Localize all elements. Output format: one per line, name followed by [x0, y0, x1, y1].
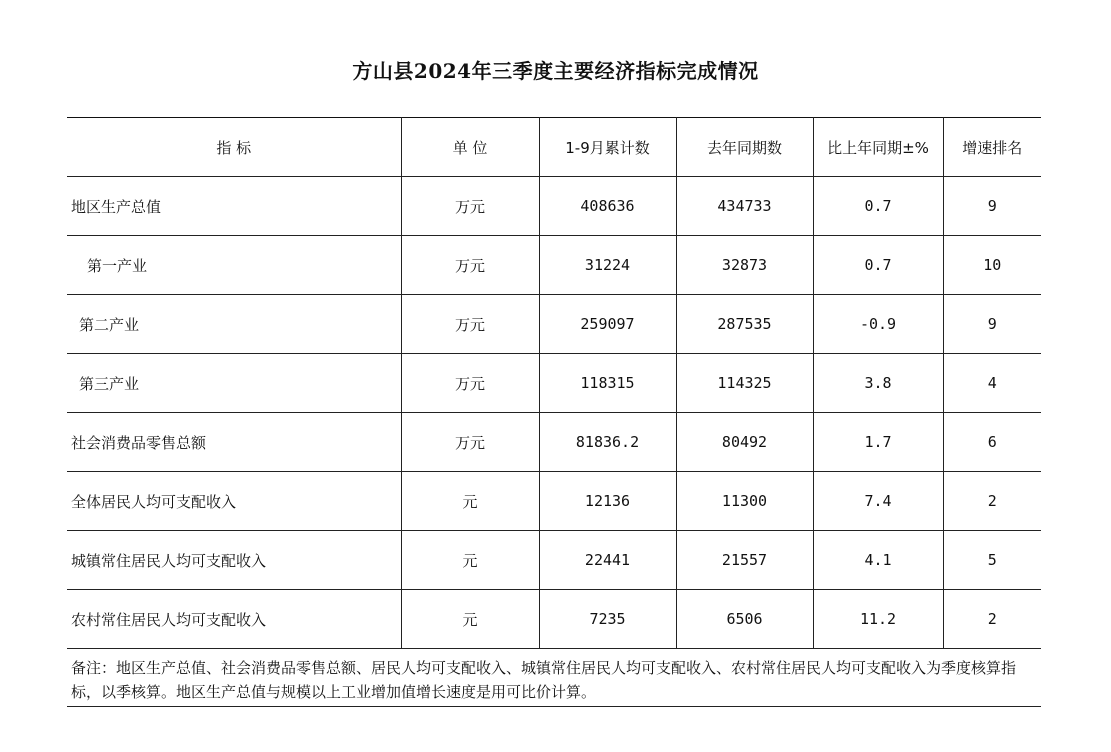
economic-indicators-table — [67, 117, 1041, 649]
page-title: 方山县2024年三季度主要经济指标完成情况 — [352, 59, 759, 83]
table-row — [67, 177, 1041, 236]
table-row — [67, 295, 1041, 354]
table-row — [67, 590, 1041, 649]
table-row — [67, 236, 1041, 295]
table-row — [67, 413, 1041, 472]
table-footnote: 备注：地区生产总值、社会消费品零售总额、居民人均可支配收入、城镇常住居民人均可支配收入、农村常住居民人均可支配收入为季度核算指标，以季核算。地区生产总值与规模以上工业增加值增长速度是用可比价计算。 — [67, 650, 1041, 707]
ytd-cell: 259097 — [539, 295, 676, 354]
table-row — [67, 472, 1041, 531]
table-row — [67, 531, 1041, 590]
unit-cell: 万元 — [401, 177, 539, 236]
last-year-cell: 80492 — [676, 413, 813, 472]
ytd-cell: 12136 — [539, 472, 676, 531]
unit-cell: 万元 — [401, 236, 539, 295]
indicator-cell: 地区生产总值 — [67, 177, 401, 236]
change-cell: 1.7 — [813, 413, 943, 472]
unit-cell: 元 — [401, 590, 539, 649]
rank-cell: 9 — [943, 295, 1041, 354]
column-header-unit: 单 位 — [401, 118, 539, 177]
last-year-cell: 6506 — [676, 590, 813, 649]
column-header-last-year: 去年同期数 — [676, 118, 813, 177]
ytd-cell: 22441 — [539, 531, 676, 590]
column-header-indicator: 指 标 — [67, 118, 401, 177]
rank-cell: 5 — [943, 531, 1041, 590]
last-year-cell: 287535 — [676, 295, 813, 354]
last-year-cell: 11300 — [676, 472, 813, 531]
change-cell: 3.8 — [813, 354, 943, 413]
indicator-cell: 第一产业 — [67, 236, 401, 295]
rank-cell: 4 — [943, 354, 1041, 413]
column-header-rank: 增速排名 — [943, 118, 1041, 177]
rank-cell: 2 — [943, 472, 1041, 531]
unit-cell: 元 — [401, 531, 539, 590]
table-row — [67, 354, 1041, 413]
change-cell: 0.7 — [813, 236, 943, 295]
column-header-change: 比上年同期±% — [813, 118, 943, 177]
rank-cell: 10 — [943, 236, 1041, 295]
change-cell: -0.9 — [813, 295, 943, 354]
rank-cell: 9 — [943, 177, 1041, 236]
ytd-cell: 81836.2 — [539, 413, 676, 472]
table-header-row — [67, 118, 1041, 177]
unit-cell: 元 — [401, 472, 539, 531]
ytd-cell: 7235 — [539, 590, 676, 649]
ytd-cell: 408636 — [539, 177, 676, 236]
unit-cell: 万元 — [401, 354, 539, 413]
indicator-cell: 全体居民人均可支配收入 — [67, 472, 401, 531]
indicator-cell: 第三产业 — [67, 354, 401, 413]
indicator-cell: 城镇常住居民人均可支配收入 — [67, 531, 401, 590]
change-cell: 11.2 — [813, 590, 943, 649]
ytd-cell: 31224 — [539, 236, 676, 295]
change-cell: 7.4 — [813, 472, 943, 531]
unit-cell: 万元 — [401, 295, 539, 354]
column-header-ytd: 1-9月累计数 — [539, 118, 676, 177]
indicator-cell: 社会消费品零售总额 — [67, 413, 401, 472]
change-cell: 0.7 — [813, 177, 943, 236]
last-year-cell: 114325 — [676, 354, 813, 413]
indicator-cell: 农村常住居民人均可支配收入 — [67, 590, 401, 649]
last-year-cell: 32873 — [676, 236, 813, 295]
last-year-cell: 21557 — [676, 531, 813, 590]
last-year-cell: 434733 — [676, 177, 813, 236]
rank-cell: 2 — [943, 590, 1041, 649]
change-cell: 4.1 — [813, 531, 943, 590]
unit-cell: 万元 — [401, 413, 539, 472]
ytd-cell: 118315 — [539, 354, 676, 413]
indicator-cell: 第二产业 — [67, 295, 401, 354]
rank-cell: 6 — [943, 413, 1041, 472]
